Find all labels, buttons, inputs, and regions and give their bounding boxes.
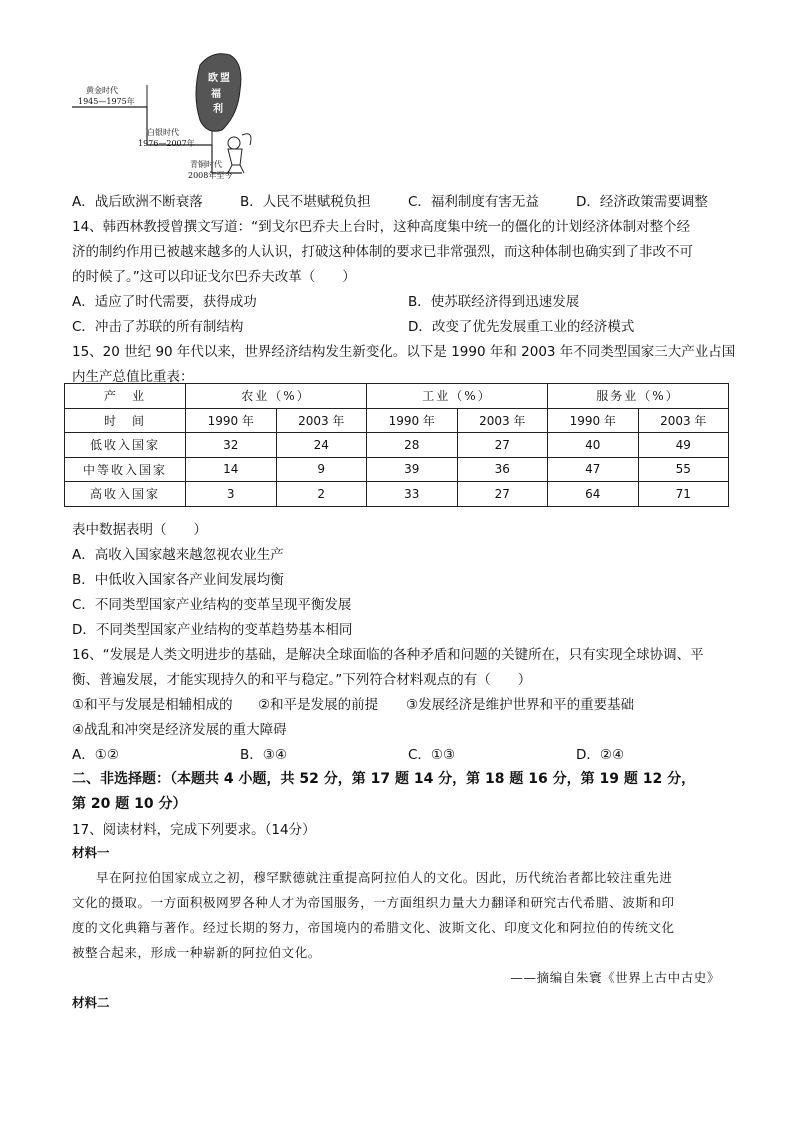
- q15-option-c: C．不同类型国家产业结构的变革呈现平衡发展: [72, 597, 352, 613]
- table-row: [65, 457, 729, 482]
- material-1-line-3: 度的文化典籍与著作。经过长期的努力，帝国境内的希腊文化、波斯文化、印度文化和阿拉伯的传统文化: [72, 920, 675, 935]
- row-label: 高收入国家: [65, 482, 186, 507]
- rock-char-4: 利: [213, 104, 223, 115]
- corner-time: 时 间: [65, 408, 186, 433]
- row-label: 中等收入国家: [65, 457, 186, 482]
- cartoon-silver-years: 1976—2007年: [138, 139, 195, 148]
- table-cell: 27: [457, 433, 548, 458]
- rock-char-1: 欧: [208, 73, 218, 84]
- table-cell: 55: [638, 457, 729, 482]
- q14-option-c: C．冲击了苏联的所有制结构: [72, 319, 244, 335]
- q15-option-b: B．中低收入国家各产业间发展均衡: [72, 572, 284, 588]
- table-cell: 27: [457, 482, 548, 507]
- table-cell: 39: [367, 457, 458, 482]
- q13-option-d: D．经济政策需要调整: [576, 194, 708, 210]
- table-cell: 14: [186, 457, 277, 482]
- q16-line-2: 衡、普遍发展，才能实现持久的和平与稳定。”下列符合材料观点的有（ ）: [72, 672, 532, 688]
- cartoon-golden-years: 1945—1975年: [78, 97, 135, 106]
- group-industry: 工业（%）: [367, 384, 548, 409]
- cartoon-bronze-years: 2008年至今: [188, 171, 233, 180]
- table-cell: 2: [276, 482, 367, 507]
- q15-stem: 表中数据表明（ ）: [72, 522, 207, 538]
- q14-line-3: 的时候了。”这可以印证戈尔巴乔夫改革（ ）: [72, 269, 356, 285]
- q14-line-1: 14、韩西林教授曾撰文写道：“到戈尔巴乔夫上台时，这种高度集中统一的僵化的计划经济体制对整个经: [72, 219, 691, 235]
- q17-title: 17、阅读材料，完成下列要求。（14分）: [72, 822, 316, 838]
- cartoon-bronze-label: 青铜时代: [190, 160, 222, 169]
- q14-line-2: 济的制约作用已被越来越多的人认识，打破这种体制的要求已非常强烈，而这种体制也确实到了非改不可: [72, 244, 693, 260]
- q14-option-d: D．改变了优先发展重工业的经济模式: [408, 319, 635, 335]
- table-cell: 49: [638, 433, 729, 458]
- q13-option-b: B．人民不堪赋税负担: [240, 194, 371, 210]
- q14-option-a: A．适应了时代需要，获得成功: [72, 294, 257, 310]
- year-cell: 2003 年: [457, 408, 548, 433]
- q16-line-1: 16、“发展是人类文明进步的基础，是解决全球面临的各种矛盾和问题的关键所在，只有实现全球协调、平: [72, 647, 704, 663]
- year-cell: 2003 年: [276, 408, 367, 433]
- section2-heading-line-2: 第 20 题 10 分）: [72, 796, 187, 812]
- cartoon-silver-label: 白银时代: [147, 128, 179, 137]
- table-row: [65, 433, 729, 458]
- table-cell: 3: [186, 482, 277, 507]
- year-cell: 1990 年: [548, 408, 639, 433]
- year-cell: 2003 年: [638, 408, 729, 433]
- table-row: [65, 482, 729, 507]
- q13-option-c: C．福利制度有害无益: [408, 194, 539, 210]
- q16-item-3: ③发展经济是维护世界和平的重要基础: [406, 697, 635, 713]
- q15-option-a: A．高收入国家越来越忽视农业生产: [72, 547, 284, 563]
- q16-option-b: B．③④: [240, 747, 287, 763]
- material-1-line-1: 早在阿拉伯国家成立之初，穆罕默德就注重提高阿拉伯人的文化。因此，历代统治者都比较注重先进: [96, 870, 673, 885]
- q16-option-a: A．①②: [72, 747, 119, 763]
- group-agriculture: 农业（%）: [186, 384, 367, 409]
- q15-line-1: 15、20 世纪 90 年代以来，世界经济结构发生新变化。以下是 1990 年和 2003 年不同类型国家三大产业占国: [72, 344, 736, 360]
- section2-heading-line-1: 二、非选择题：（本题共 4 小题，共 52 分，第 17 题 14 分，第 18 题 16 分，第 19 题 12 分，: [72, 771, 696, 787]
- q15-option-d: D．不同类型国家产业结构的变革趋势基本相同: [72, 622, 353, 638]
- table-cell: 32: [186, 433, 277, 458]
- industry-share-table: [64, 383, 729, 507]
- year-cell: 1990 年: [367, 408, 458, 433]
- table-header-row: [65, 384, 729, 409]
- q13-option-a: A．战后欧洲不断衰落: [72, 194, 203, 210]
- table-cell: 33: [367, 482, 458, 507]
- q16-item-1: ①和平与发展是相辅相成的: [72, 697, 233, 713]
- q14-option-b: B．使苏联经济得到迅速发展: [408, 294, 580, 310]
- cartoon-golden-label: 黄金时代: [86, 86, 118, 95]
- corner-industry: 产 业: [65, 384, 186, 409]
- material-1-source: ——摘编自朱寰《世界上古中古史》: [510, 970, 720, 985]
- table-cell: 36: [457, 457, 548, 482]
- material-1-line-4: 被整合起来，形成一种崭新的阿拉伯文化。: [72, 945, 321, 960]
- q15-line-2: 内生产总值比重表：: [72, 369, 194, 385]
- table-cell: 9: [276, 457, 367, 482]
- q16-option-c: C．①③: [408, 747, 456, 763]
- table-year-row: [65, 408, 729, 433]
- row-label: 低收入国家: [65, 433, 186, 458]
- group-services: 服务业（%）: [548, 384, 729, 409]
- cartoon-illustration: [72, 45, 272, 185]
- material-1-label: 材料一: [72, 845, 110, 860]
- table-cell: 24: [276, 433, 367, 458]
- table-cell: 71: [638, 482, 729, 507]
- q16-item-2: ②和平是发展的前提: [258, 697, 379, 713]
- rock-char-2: 盟: [220, 73, 230, 84]
- q16-option-d: D．②④: [576, 747, 625, 763]
- year-cell: 1990 年: [186, 408, 277, 433]
- material-1-line-2: 文化的摄取。一方面积极网罗各种人才为帝国服务，一方面组织力量大力翻译和研究古代希腊、波斯和印: [72, 895, 675, 910]
- table-cell: 40: [548, 433, 639, 458]
- material-2-label: 材料二: [72, 995, 110, 1010]
- table-cell: 47: [548, 457, 639, 482]
- rock-char-3: 福: [211, 89, 221, 100]
- table-cell: 28: [367, 433, 458, 458]
- q16-item-4: ④战乱和冲突是经济发展的重大障碍: [72, 722, 287, 738]
- table-cell: 64: [548, 482, 639, 507]
